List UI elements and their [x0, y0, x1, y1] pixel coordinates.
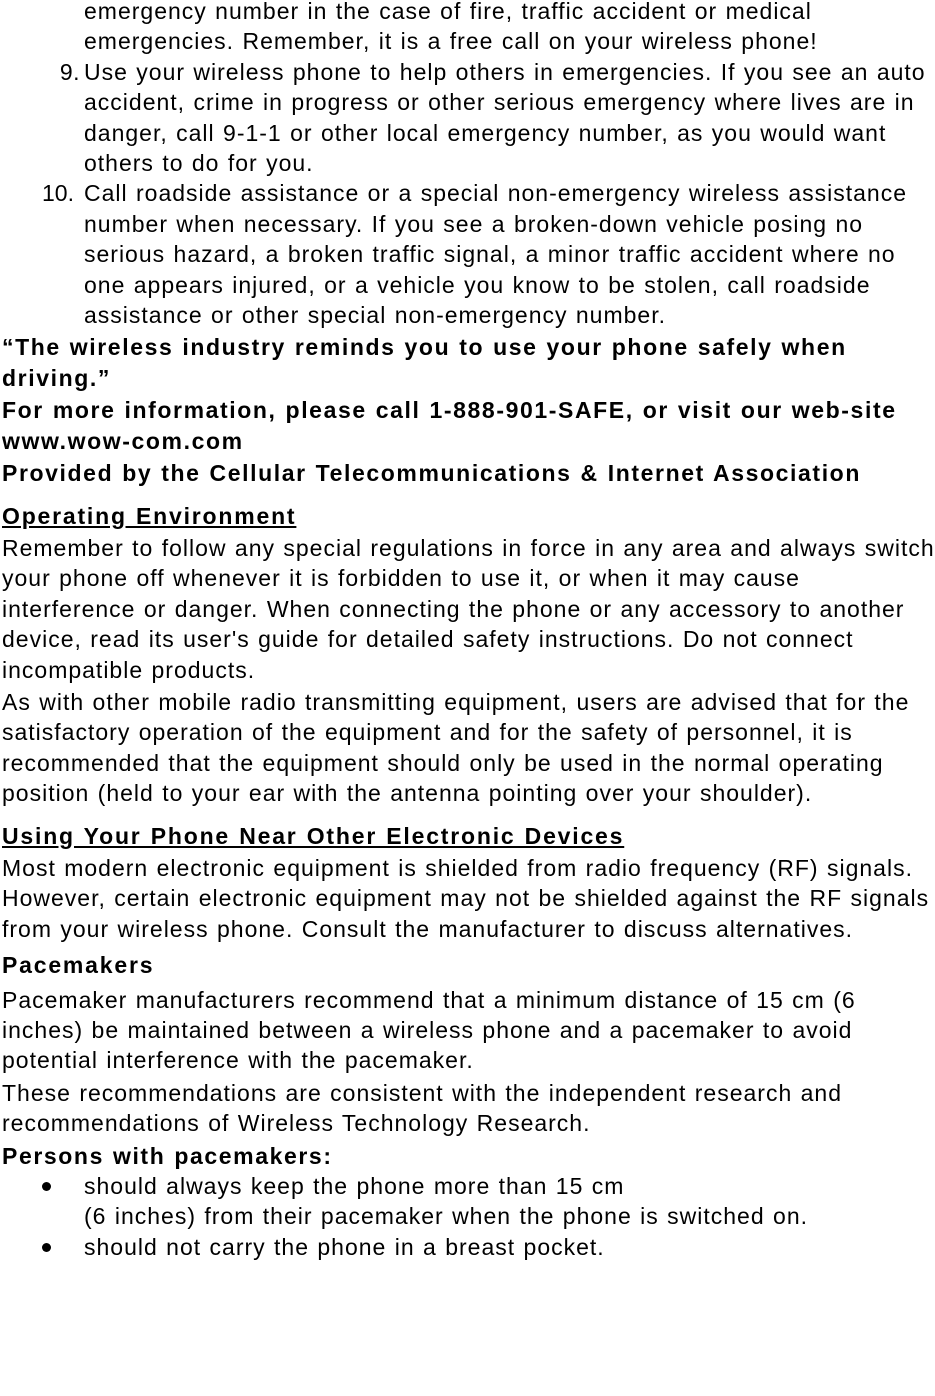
list-item-8-continuation	[2, 0, 935, 57]
list-item-text: Use your wireless phone to help others in emergencies. If you see an auto accident, crime in progress or other serious emergency where lives are in danger, call 9-1-1 or other local emergency number, as you would want others to do for you.	[84, 58, 926, 177]
bullet-text-line: (6 inches) from their pacemaker when the phone is switched on.	[84, 1203, 808, 1230]
paragraph: These recommendations are consistent with the independent research and recommendations of Wireless Technology Research.	[2, 1079, 843, 1137]
provider-line: Provided by the Cellular Telecommunications & Internet Association	[2, 460, 861, 487]
list-item-9	[2, 57, 935, 179]
bullet-text-line: should always keep the phone more than 15 cm	[84, 1173, 625, 1200]
list-item-text: Call roadside assistance or a special non-emergency wireless assistance number when necessary. If you see a broken-down vehicle posing no serious hazard, a broken traffic signal, a minor traffic accident where no one appears injured, or a vehicle you know to be stolen, call roadside assistance or other special non-emergency number.	[84, 180, 908, 329]
persons-with-pacemakers-heading: Persons with pacemakers:	[2, 1142, 333, 1169]
more-info-line: For more information, please call 1-888-901-SAFE, or visit our web-site www.wow-com.com	[2, 397, 897, 454]
paragraph: As with other mobile radio transmitting equipment, users are advised that for the satisfactory operation of the equipment and for the safety of personnel, it is recommended that the equipment should only be used in the normal operating position (held to your ear with the antenna pointing over your shoulder).	[2, 688, 910, 807]
list-item-10	[2, 178, 935, 330]
section-heading-pacemakers: Pacemakers	[2, 952, 155, 979]
bullet-item	[2, 1232, 935, 1262]
list-item-number: 10.	[42, 180, 74, 207]
bullet-icon	[42, 1182, 51, 1191]
safety-quote: “The wireless industry reminds you to use your phone safely when driving.”	[2, 334, 847, 391]
paragraph: Remember to follow any special regulations in force in any area and always switch your phone off whenever it is forbidden to use it, or when it may cause interference or danger. When connecting the phone or any accessory to another device, read its user's guide for detailed safety instructions. Do not connect incompatible products.	[2, 534, 935, 683]
bullet-text-line: should not carry the phone in a breast pocket.	[84, 1233, 605, 1260]
bullet-item	[2, 1171, 935, 1232]
paragraph: Most modern electronic equipment is shielded from radio frequency (RF) signals. However, certain electronic equipment may not be shielded against the RF signals from your wireless phone. Consult the manufacturer to discuss alternatives.	[2, 854, 930, 942]
list-item-number: 9.	[59, 58, 80, 85]
list-item-text: emergency number in the case of fire, traffic accident or medical emergencies. Remember, it is a free call on your wireless phone!	[84, 0, 818, 55]
section-heading-operating-environment: Operating Environment	[2, 502, 297, 529]
bullet-icon	[42, 1243, 51, 1252]
section-heading-electronic-devices: Using Your Phone Near Other Electronic Devices	[2, 822, 625, 849]
paragraph: Pacemaker manufacturers recommend that a minimum distance of 15 cm (6 inches) be maintained between a wireless phone and a pacemaker to avoid potential interference with the pacemaker.	[2, 986, 856, 1074]
